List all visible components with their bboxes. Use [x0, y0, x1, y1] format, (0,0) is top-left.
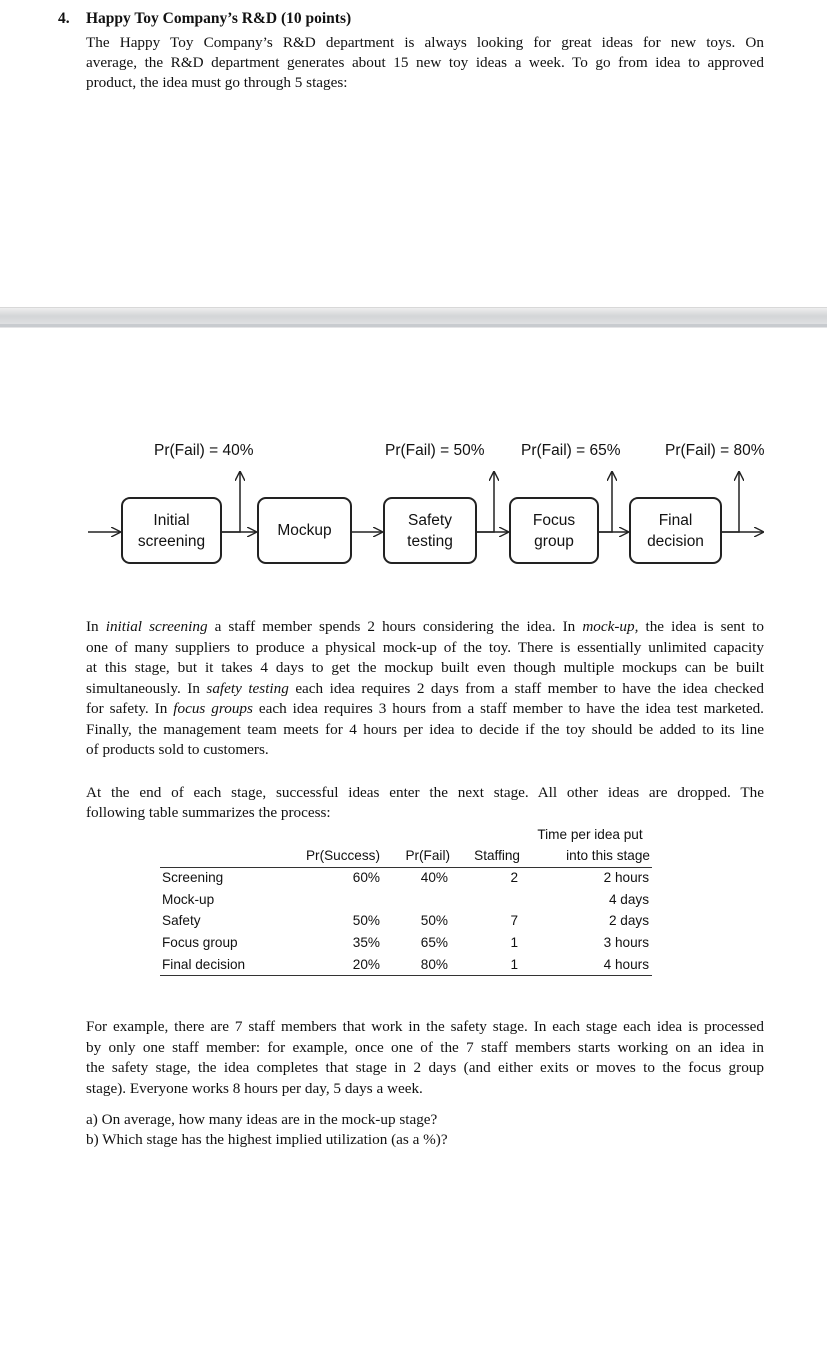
- col-header-time-line1: Time per idea put: [537, 827, 643, 842]
- row-staffing: 1: [510, 957, 518, 972]
- table-header-rule: [160, 867, 652, 868]
- example-line: by only one staff member: for example, once one of the 7 staff members starts working on an idea in: [86, 1038, 764, 1056]
- col-header-staffing: Staffing: [474, 848, 520, 863]
- col-header-time-line2: into this stage: [566, 848, 650, 863]
- text-run: a staff member spends 2 hours considering the idea. In: [207, 618, 583, 635]
- row-pr-success: 60%: [352, 870, 380, 885]
- text-run: each idea requires 2 days from a staff member to have the idea checked: [288, 679, 764, 697]
- text-run: In: [86, 618, 106, 635]
- description-line: [86, 699, 764, 719]
- row-pr-success: 50%: [352, 913, 380, 928]
- intro-line: average, the R&D department generates about 15 new toy ideas a week. To go from idea to approved: [86, 54, 764, 71]
- stage-focus-group: [509, 497, 599, 564]
- row-stage: Screening: [162, 870, 224, 885]
- row-time: 4 hours: [603, 957, 649, 972]
- pr-fail-label: Pr(Fail) = 40%: [154, 442, 254, 459]
- table-bottom-rule: [160, 975, 652, 976]
- stage-label: Safety: [408, 511, 452, 529]
- example-line: stage). Everyone works 8 hours per day, 5 days a week.: [86, 1079, 423, 1097]
- row-time: 2 hours: [603, 870, 649, 885]
- row-time: 2 days: [608, 913, 649, 928]
- row-pr-success: 20%: [352, 957, 380, 972]
- col-header-pr-fail: Pr(Fail): [405, 848, 450, 863]
- intro-line: The Happy Toy Company’s R&D department is always looking for great ideas for new toys. On: [86, 34, 764, 51]
- arrow-safety-to-focus: [477, 472, 508, 532]
- stage-label: Initial: [153, 511, 190, 529]
- description-line: one of many suppliers to produce a physical mock-up of the toy. There is essentially unlimited capacity: [86, 638, 764, 656]
- row-stage: Safety: [162, 913, 201, 928]
- question-a: a) On average, how many ideas are in the mock-up stage?: [86, 1111, 438, 1128]
- stage-label: group: [534, 532, 574, 550]
- intro-line: product, the idea must go through 5 stages:: [86, 74, 348, 91]
- arrow-screening-to-mockup: [222, 472, 256, 532]
- stage-label: Focus: [532, 511, 576, 529]
- transition-line: following table summarizes the process:: [86, 804, 331, 821]
- text-run: the idea is sent to: [638, 618, 764, 635]
- row-staffing: 2: [510, 870, 518, 885]
- italic-term: focus groups: [173, 700, 253, 717]
- row-pr-fail: 50%: [420, 913, 448, 928]
- stage-label: screening: [137, 532, 206, 550]
- row-pr-fail: 80%: [420, 957, 448, 972]
- example-line: the safety stage, the idea completes that stage in 2 days (and either exits or moves to the focus group: [86, 1059, 764, 1076]
- pr-fail-label: Pr(Fail) = 50%: [385, 442, 485, 459]
- row-stage: Focus group: [162, 935, 238, 950]
- description-line: [86, 617, 764, 637]
- pr-fail-label: Pr(Fail) = 65%: [521, 442, 621, 459]
- stage-label: testing: [407, 532, 453, 550]
- italic-term: mock-up,: [582, 618, 639, 635]
- row-time: 4 days: [608, 892, 649, 907]
- example-line: For example, there are 7 staff members that work in the safety stage. In each stage each idea is processed: [86, 1018, 764, 1035]
- question-b: b) Which stage has the highest implied utilization (as a %)?: [86, 1131, 448, 1148]
- stage-label: decision: [647, 532, 704, 550]
- arrow-focus-to-final: [599, 472, 628, 532]
- stage-safety-testing: [383, 497, 477, 564]
- row-pr-fail: 40%: [420, 870, 448, 885]
- row-staffing: 1: [510, 935, 518, 950]
- stage-final-decision: [629, 497, 722, 564]
- italic-term: safety testing: [206, 679, 289, 697]
- description-line: at this stage, but it takes 4 days to get the mockup built even though multiple mockups can be built: [86, 659, 764, 676]
- row-time: 3 hours: [603, 935, 649, 950]
- problem-number: 4.: [58, 10, 70, 27]
- page-separator-line: [0, 324, 827, 327]
- description-line: of products sold to customers.: [86, 741, 269, 758]
- stage-mockup: [257, 497, 352, 564]
- text-run: for safety. In: [86, 700, 174, 717]
- description-line: [86, 679, 764, 699]
- row-pr-success: 35%: [352, 935, 380, 950]
- pr-fail-label: Pr(Fail) = 80%: [665, 442, 765, 459]
- row-pr-fail: 65%: [420, 935, 448, 950]
- description-line: Finally, the management team meets for 4 hours per idea to decide if the toy should be added to its line: [86, 720, 764, 738]
- stage-label: Mockup: [277, 522, 332, 539]
- stage-initial-screening: [121, 497, 222, 564]
- italic-term: initial screening: [105, 618, 208, 635]
- col-header-pr-success: Pr(Success): [305, 848, 380, 863]
- text-run: each idea requires 3 hours from a staff member to have the idea test marketed.: [252, 700, 764, 717]
- row-stage: Final decision: [162, 957, 246, 972]
- exit-arrow: [722, 472, 763, 532]
- transition-line: At the end of each stage, successful ideas enter the next stage. All other ideas are dropped. The: [86, 784, 764, 801]
- text-run: simultaneously. In: [86, 679, 207, 697]
- row-staffing: 7: [510, 913, 518, 928]
- row-stage: Mock-up: [162, 892, 215, 907]
- stage-label: Final: [658, 511, 693, 529]
- problem-title: Happy Toy Company’s R&D (10 points): [86, 10, 352, 27]
